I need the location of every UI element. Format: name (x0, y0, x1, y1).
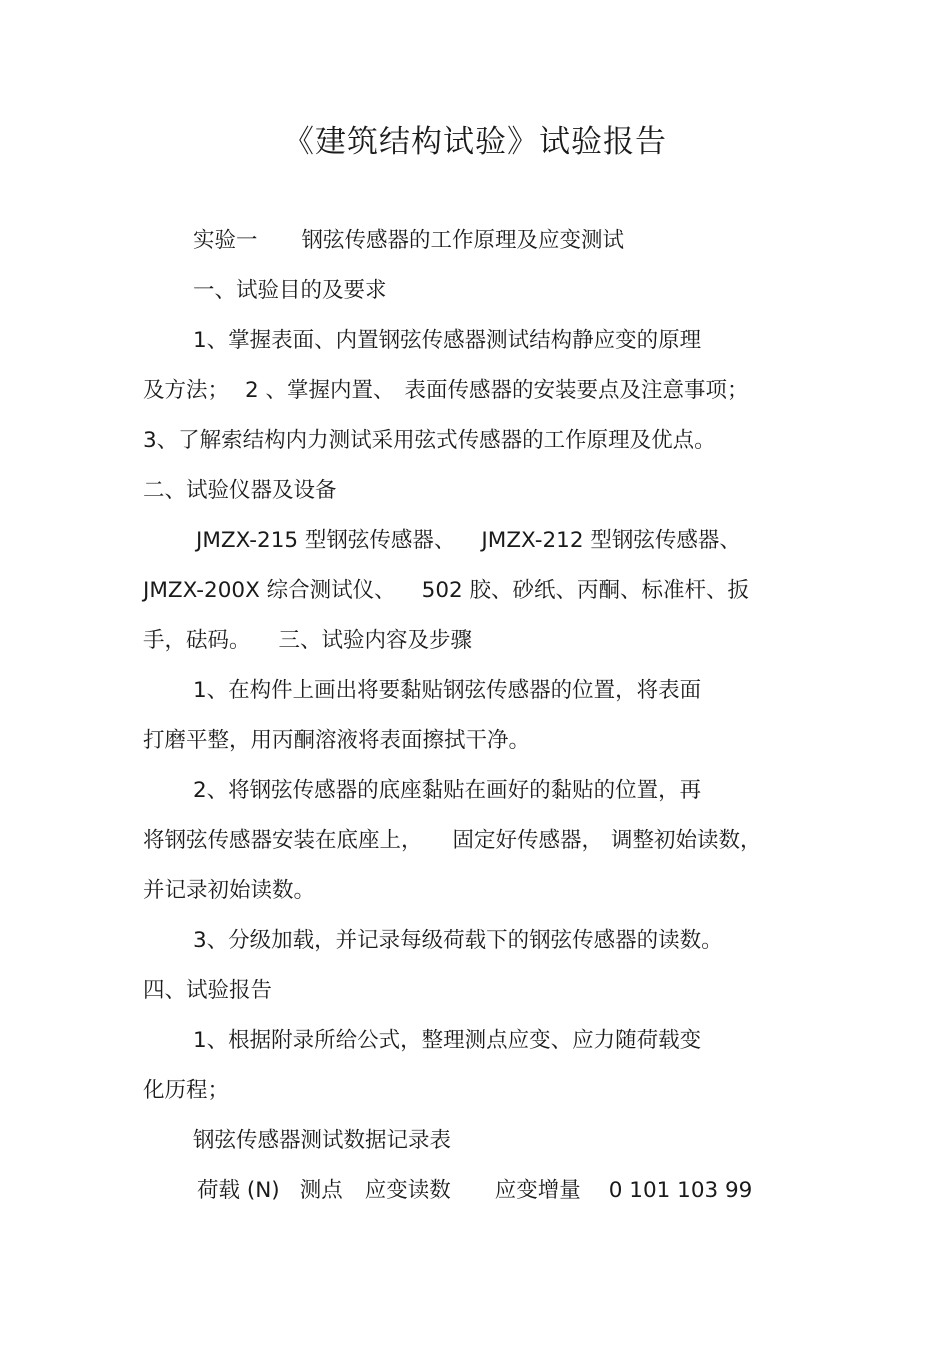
table-values: 0 101 103 99 (608, 1178, 753, 1203)
column-increment: 应变增量 (494, 1178, 581, 1203)
text-segment: 手，砝码。 (143, 628, 251, 653)
table-header-row (197, 1176, 752, 1206)
section-heading-2: 二、试验仪器及设备 (143, 478, 337, 503)
text-segment: JMZX-212 型钢弦传感器、 (481, 528, 741, 553)
text-segment: 表面传感器的安装要点及注意事项； (404, 378, 749, 403)
paragraph-line (143, 826, 762, 856)
text-segment: 调整初始读数， (611, 828, 762, 853)
paragraph-line (143, 576, 749, 606)
experiment-heading (193, 226, 624, 256)
column-reading: 应变读数 (364, 1178, 451, 1203)
text-segment: 固定好传感器， (452, 828, 604, 853)
paragraph-line: 并记录初始读数。 (143, 878, 316, 903)
paragraph-line: 打磨平整，用丙酮溶液将表面擦拭干净。 (143, 728, 531, 753)
column-point: 测点 (299, 1178, 343, 1203)
text-segment: 2 、掌握内置、 (245, 378, 395, 403)
table-caption: 钢弦传感器测试数据记录表 (193, 1128, 452, 1153)
section-heading-1: 一、试验目的及要求 (193, 278, 387, 303)
paragraph-line: 3、分级加载，并记录每级荷载下的钢弦传感器的读数。 (193, 928, 723, 953)
text-segment: 将钢弦传感器安装在底座上， (143, 828, 423, 853)
paragraph-line (143, 626, 472, 656)
paragraph-line (143, 376, 749, 406)
experiment-number: 实验一 (193, 228, 258, 253)
paragraph-line: 1、在构件上画出将要黏贴钢弦传感器的位置，将表面 (193, 678, 702, 703)
section-heading-4: 四、试验报告 (143, 978, 273, 1003)
text-segment: JMZX-215 型钢弦传感器、 (196, 528, 456, 553)
paragraph-line: 化历程； (143, 1078, 230, 1103)
text-segment: 及方法； (143, 378, 230, 403)
document-title: 《建筑结构试验》试验报告 (283, 124, 667, 160)
paragraph-line: 1、根据附录所给公式，整理测点应变、应力随荷载变 (193, 1028, 702, 1053)
column-load: 荷载 (N) (197, 1178, 280, 1203)
paragraph-line (196, 526, 741, 556)
paragraph-line: 3、了解索结构内力测试采用弦式传感器的工作原理及优点。 (143, 428, 716, 453)
experiment-name: 钢弦传感器的工作原理及应变测试 (301, 228, 625, 253)
text-segment: JMZX-200X 综合测试仪、 (143, 578, 396, 603)
paragraph-line: 2、将钢弦传感器的底座黏贴在画好的黏贴的位置，再 (193, 778, 702, 803)
text-segment: 502 胶、砂纸、丙酮、标准杆、扳 (421, 578, 750, 603)
section-heading-3: 三、试验内容及步骤 (278, 628, 473, 653)
paragraph-line: 1、掌握表面、内置钢弦传感器测试结构静应变的原理 (193, 328, 702, 353)
